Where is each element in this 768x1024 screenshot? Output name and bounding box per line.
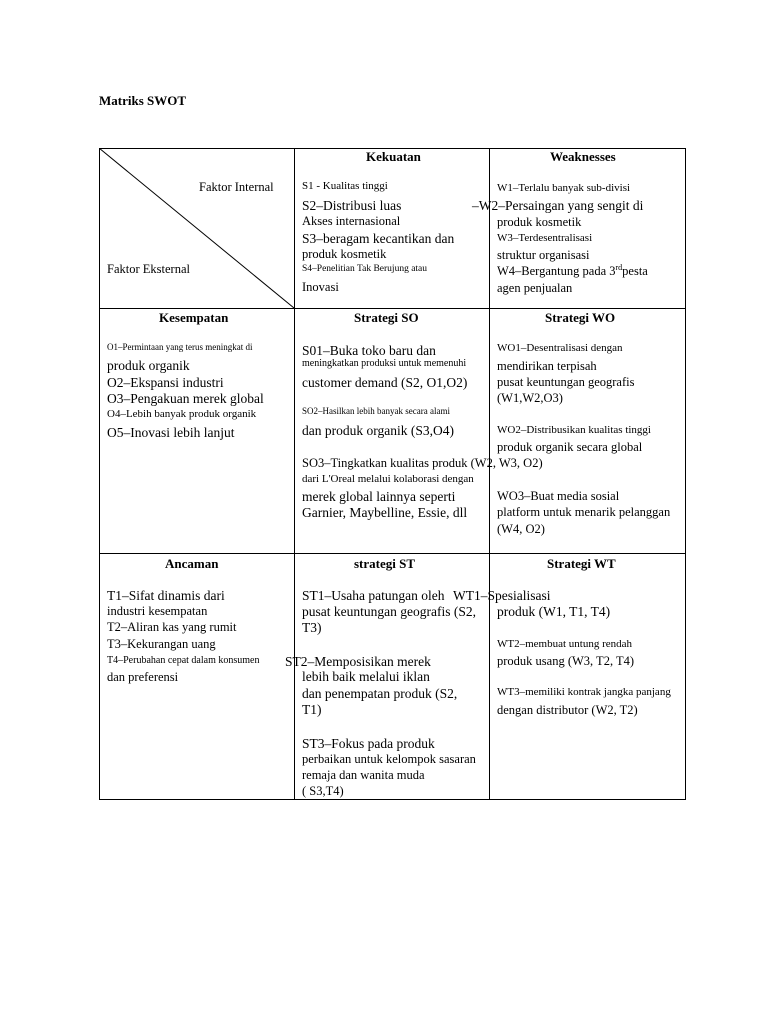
row-divider-2 [99,553,686,554]
table-border-right [685,148,686,800]
strategi-so-item: SO3–Tingkatkan kualitas produk (W2, W3, O2) [302,456,543,470]
strategi-st-item: lebih baik melalui iklan [302,669,430,684]
ancaman-item: industri kesempatan [107,604,208,618]
strategi-st-item: ( S3,T4) [302,784,344,798]
strategi-wo-item: (W1,W2,O3) [497,391,563,405]
strategi-so-item: Garnier, Maybelline, Essie, dll [302,505,468,520]
kekuatan-item: S3–beragam kecantikan dan [302,231,455,246]
strategi-st-item: remaja dan wanita muda [302,768,425,782]
ancaman-item: T3–Kekurangan uang [107,637,216,651]
strategi-wo-item: platform untuk menarik pelanggan [497,505,671,519]
strategi-so-item: dari L'Oreal melalui kolaborasi dengan [302,473,474,485]
strategi-st-item: perbaikan untuk kelompok sasaran [302,752,476,766]
strategi-wt-item: produk (W1, T1, T4) [497,604,611,619]
strategi-wo-item: WO2–Distribusikan kualitas tinggi [497,424,651,436]
header-weaknesses: Weaknesses [550,149,616,164]
corner-internal-label: Faktor Internal [199,180,274,194]
strategi-wo-item: pusat keuntungan geografis [497,375,635,389]
weakness-item: W3–Terdesentralisasi [497,232,593,244]
kekuatan-item: Inovasi [302,280,339,294]
corner-external-label: Faktor Eksternal [107,262,190,276]
kesempatan-item: O2–Ekspansi industri [107,375,224,390]
strategi-st-item: ST2–Memposisikan merek [285,654,431,669]
header-strategi-so: Strategi SO [354,310,419,325]
strategi-st-item: ST1–Usaha patungan oleh [302,588,445,603]
strategi-st-item: ST3–Fokus pada produk [302,736,435,751]
weakness-item: agen penjualan [497,281,573,295]
weakness-item: struktur organisasi [497,248,590,262]
kesempatan-item: produk organik [107,358,190,373]
strategi-wo-item: WO1–Desentralisasi dengan [497,342,623,354]
strategi-wo-item: (W4, O2) [497,522,545,536]
weakness-item: produk kosmetik [497,215,582,229]
strategi-st-item: dan penempatan produk (S2, [302,686,458,701]
kekuatan-item: S4–Penelitian Tak Berujung atau [302,264,428,274]
ancaman-item: T4–Perubahan cepat dalam konsumen [107,655,260,666]
kesempatan-item: O1–Permintaan yang terus meningkat di [107,342,253,352]
kesempatan-item: O4–Lebih banyak produk organik [107,408,257,420]
strategi-so-item: S01–Buka toko baru dan [302,343,436,358]
ancaman-item: T1–Sifat dinamis dari [107,588,225,603]
strategi-wo-item: WO3–Buat media sosial [497,489,620,503]
kesempatan-item: O5–Inovasi lebih lanjut [107,425,235,440]
kesempatan-item: O3–Pengakuan merek global [107,391,264,406]
corner-diagonal-line [99,148,295,309]
page-title: Matriks SWOT [99,93,187,108]
strategi-wo-item: mendirikan terpisah [497,359,597,373]
strategi-st-item: T3) [302,620,322,635]
strategi-so-item: meningkatkan produksi untuk memenuhi [302,358,467,369]
kekuatan-item: S1 - Kualitas tinggi [302,180,388,192]
kekuatan-item: produk kosmetik [302,247,387,261]
weakness-item [497,262,648,278]
strategi-so-item: merek global lainnya seperti [302,489,456,504]
table-border-bottom [99,799,686,800]
weakness-text: W4–Bergantung pada 3 [497,264,616,278]
strategi-wt-item: WT1–Spesialisasi [453,588,551,603]
header-ancaman: Ancaman [165,556,219,571]
weakness-text: pesta [622,264,648,278]
strategi-so-item: SO2–Hasilkan lebih banyak secara alami [302,406,450,416]
header-strategi-wo: Strategi WO [545,310,616,325]
strategi-st-item: T1) [302,702,322,717]
ancaman-item: T2–Aliran kas yang rumit [107,620,237,634]
header-strategi-wt: Strategi WT [547,556,616,571]
weakness-superscript: rd [615,262,623,272]
col-divider-2 [489,148,490,800]
header-kekuatan: Kekuatan [366,149,421,164]
header-strategi-st: strategi ST [354,556,416,571]
strategi-wt-item: WT3–memiliki kontrak jangka panjang [497,686,671,698]
kekuatan-item: S2–Distribusi luas [302,198,402,213]
weakness-item: W1–Terlalu banyak sub-divisi [497,182,631,194]
weakness-item: –W2–Persaingan yang sengit di [472,198,644,213]
swot-matrix [99,148,686,800]
strategi-wt-item: produk usang (W3, T2, T4) [497,654,635,668]
strategi-so-item: customer demand (S2, O1,O2) [302,375,468,390]
kekuatan-item: Akses internasional [302,214,401,228]
strategi-st-item: pusat keuntungan geografis (S2, [302,604,476,619]
ancaman-item: dan preferensi [107,670,179,684]
strategi-so-item: dan produk organik (S3,O4) [302,423,454,438]
strategi-wt-item: WT2–membuat untung rendah [497,638,633,650]
strategi-wo-item: produk organik secara global [497,440,643,454]
header-kesempatan: Kesempatan [159,310,229,325]
strategi-wt-item: dengan distributor (W2, T2) [497,703,638,717]
